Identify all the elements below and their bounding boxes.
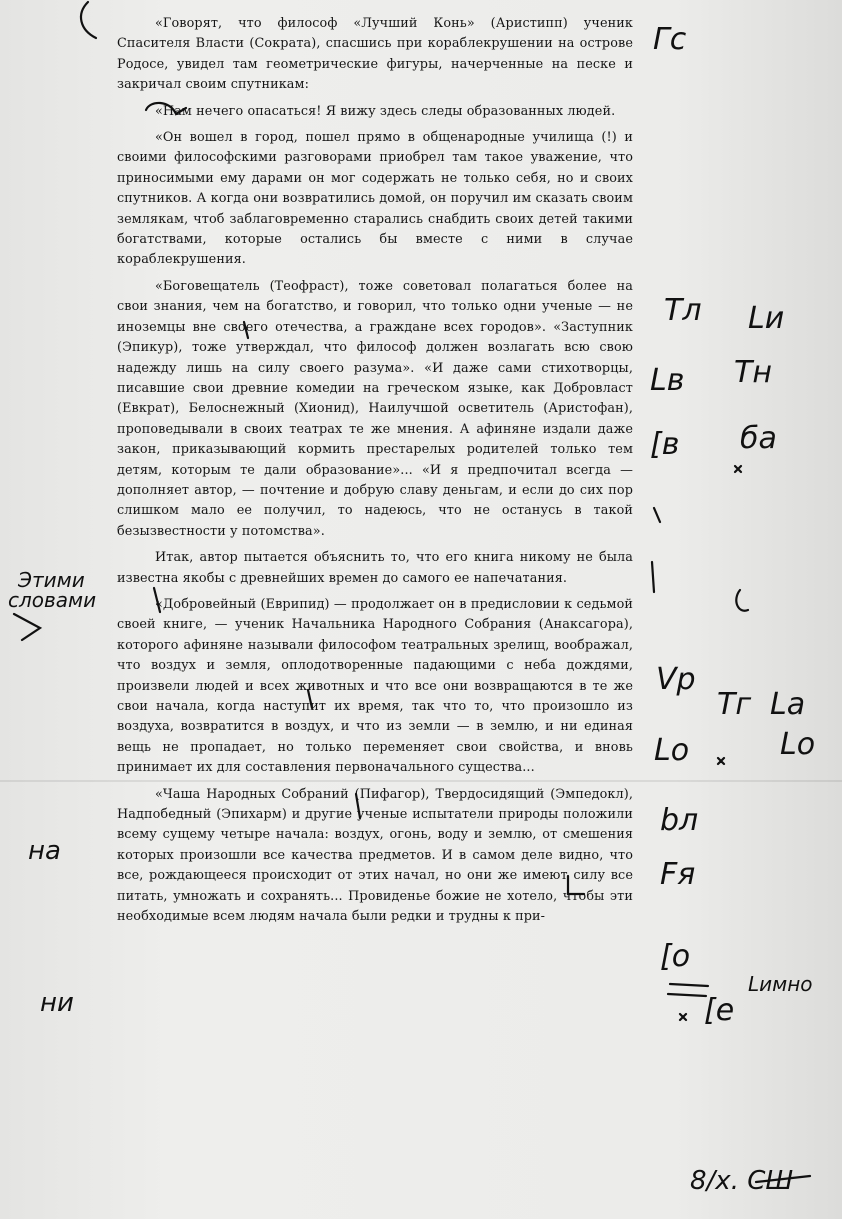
margin-note: Тл <box>664 293 702 328</box>
margin-note: ба <box>740 421 777 456</box>
margin-note: Vр <box>656 662 696 697</box>
margin-note: bл <box>660 803 699 838</box>
margin-note: Гс <box>653 22 687 57</box>
margin-note: Fя <box>660 857 696 892</box>
margin-note: [в <box>650 427 680 462</box>
margin-note: Тн <box>734 355 772 390</box>
margin-note: Этими <box>18 568 85 592</box>
margin-note: Lo <box>780 727 816 762</box>
paragraph: «Он вошел в город, пошел прямо в общенародные училища (!) и своими философскими разговорами приобрел там такое уважение, что приносимыми ему дарами он мог содержать не только себя, но и своих спутников. А когда они возвратились домой, он поручил им сказать своим землякам, чтоб заблаговременно старались снабдить своих детей такими богатствами, которые остались бы вместе с ними в случае кораблекрушения. <box>117 130 633 268</box>
footer-note: 8/х. СШ <box>690 1166 794 1196</box>
margin-note: на <box>28 836 61 866</box>
margin-note: Lв <box>650 363 685 398</box>
margin-note: ни <box>40 988 74 1018</box>
paragraph: «Нам нечего опасаться! Я вижу здесь следы образованных людей. <box>155 103 616 119</box>
paragraph: Итак, автор пытается объяснить то, что его книга никому не была известна якобы с древнейших времен до самого ее напечатания. <box>117 550 633 586</box>
paragraph: «Добровейный (Еврипид) — продолжает он в предисловии к седьмой своей книге, — ученик Начальника Народного Собрания (Анаксагора), которого афиняне называли философом театральных зрелищ, воображал, что воздух и земля, оплодотворенные падающими с неба дождями, произвели людей и всех животных и что все они возвращаются в те же свои начала, когда наступит их время, так что то, что произошло из воздуха, возвратится в воздух, и что из земли — в землю, и ни единая вещь не пропадает, но только переменяет свои свойства, и вновь принимает их для составления первоначального существа... <box>117 596 633 776</box>
margin-note: Тг <box>717 687 752 722</box>
margin-note: Lи <box>748 301 785 336</box>
margin-note: Lимно <box>748 972 813 996</box>
margin-note: [o <box>660 939 691 974</box>
paragraph: «Боговещатель (Теофраст), тоже советовал полагаться более на свои знания, чем на богатство, и говорил, что только одни ученые — не иноземцы вне своего отечества, а граждане всех городов». «Заступник (Эпикур), тоже утверждал, что философ должен возлагать всю свою надежду лишь на силу своего разума». «И даже сами стихотворцы, писавшие свои древние комедии на греческом языке, как Добровласт (Евкрат), Белоснежный (Хионид), Наилучшой осветитель (Аристофан), проповедывали в своих театрах те же мнения. А афиняне издали даже закон, приказывающий кормить престарелых родителей только тем детям, которым те дали образование»... «И я предпочитал всегда — дополняет автор, — почтение и добрую славу деньгам, и если до сих пор слишком мало ее получил, то надеюсь, что не останусь в такой безызвестности у потомства». <box>117 278 633 539</box>
document-body <box>117 14 633 933</box>
paragraph: «Говорят, что философ «Лучший Конь» (Аристипп) ученик Спасителя Власти (Сократа), спасшись при кораблекрушении на острове Родосе, увидел там геометрические фигуры, начерченные на песке и закричал своим спутникам: <box>117 16 633 93</box>
margin-note: словами <box>8 588 97 612</box>
margin-note: La <box>770 687 806 722</box>
margin-note: Lo <box>654 733 690 768</box>
paragraph: «Чаша Народных Собраний (Пифагор), Твердосидящий (Эмпедокл), Надпобедный (Эпихарм) и другие ученые испытатели природы положили всему сущему четыре начала: воздух, огонь, воду и землю, от смешения которых произошли все качества предметов. И в самом деле видно, что все, рождающееся происходит от этих начал, но они же имеют силу все питать, умножать и сохранять... Провиденье божие не хотело, чтобы эти необходимые всем людям начала были редки и трудны к при- <box>117 786 633 925</box>
margin-note: [е <box>704 993 735 1028</box>
